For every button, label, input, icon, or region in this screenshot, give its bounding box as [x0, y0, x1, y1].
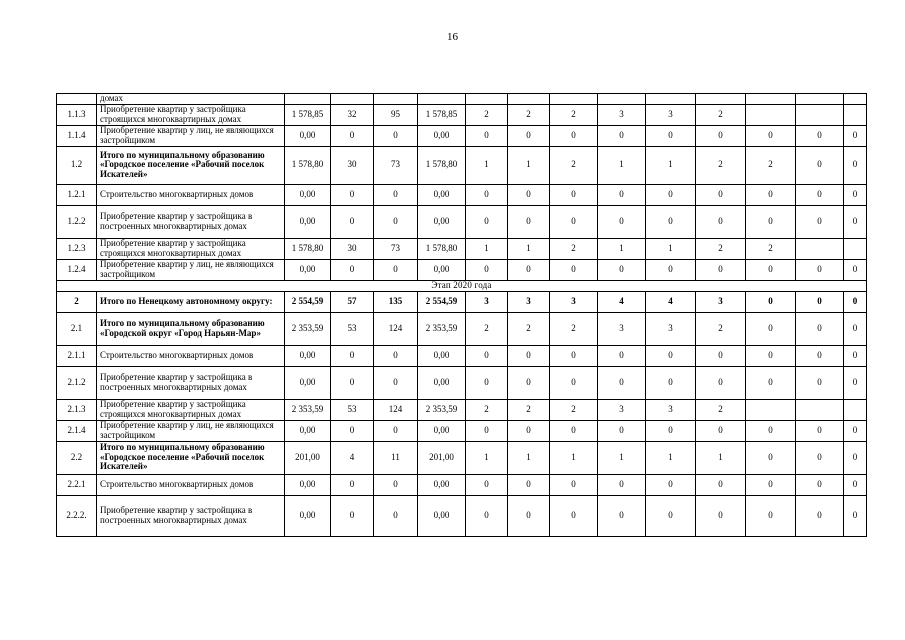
value-cell: 0	[550, 125, 598, 146]
value-cell	[285, 94, 331, 105]
value-cell: 0	[331, 345, 374, 366]
code-cell: 2.2	[57, 441, 97, 474]
value-cell: 1 578,85	[285, 104, 331, 125]
value-cell: 2 554,59	[285, 291, 331, 312]
value-cell: 0,00	[285, 205, 331, 238]
value-cell: 0	[550, 345, 598, 366]
value-cell	[844, 94, 867, 105]
value-cell: 0	[796, 441, 844, 474]
code-cell: 1.2	[57, 146, 97, 184]
value-cell	[746, 104, 796, 125]
value-cell: 0,00	[418, 420, 466, 441]
value-cell: 3	[598, 312, 646, 345]
table-row	[57, 184, 867, 205]
value-cell: 124	[374, 312, 418, 345]
value-cell: 0	[746, 184, 796, 205]
value-cell	[696, 94, 746, 105]
page-number: 16	[447, 31, 458, 43]
value-cell: 2 353,59	[285, 312, 331, 345]
value-cell: 1 578,80	[418, 146, 466, 184]
value-cell: 0	[598, 184, 646, 205]
value-cell: 0	[696, 184, 746, 205]
value-cell: 1	[646, 238, 696, 259]
value-cell: 2 353,59	[285, 399, 331, 420]
value-cell: 1	[508, 441, 550, 474]
value-cell: 0	[746, 366, 796, 399]
value-cell: 0	[844, 259, 867, 280]
value-cell: 2	[550, 238, 598, 259]
value-cell: 0	[508, 259, 550, 280]
name-cell: Строительство многоквартирных домов	[97, 474, 285, 495]
value-cell: 0	[598, 125, 646, 146]
value-cell: 0	[331, 259, 374, 280]
value-cell: 0	[796, 366, 844, 399]
value-cell	[796, 399, 844, 420]
value-cell: 3	[598, 399, 646, 420]
value-cell: 0	[598, 420, 646, 441]
table-row	[57, 238, 867, 259]
value-cell: 1 578,80	[418, 238, 466, 259]
value-cell: 0,00	[285, 184, 331, 205]
value-cell: 0	[374, 420, 418, 441]
code-cell: 2.1.4	[57, 420, 97, 441]
value-cell: 0	[331, 420, 374, 441]
table-row	[57, 94, 867, 105]
value-cell: 0,00	[418, 474, 466, 495]
stage-title: Этап 2020 года	[57, 280, 867, 291]
value-cell: 0,00	[418, 259, 466, 280]
value-cell: 0	[696, 366, 746, 399]
value-cell: 1	[466, 238, 508, 259]
value-cell: 0	[374, 259, 418, 280]
value-cell: 0	[746, 312, 796, 345]
code-cell: 1.2.4	[57, 259, 97, 280]
value-cell	[331, 94, 374, 105]
value-cell: 0	[844, 125, 867, 146]
value-cell: 0	[844, 474, 867, 495]
value-cell: 1 578,85	[418, 104, 466, 125]
value-cell: 0	[508, 184, 550, 205]
value-cell: 2	[696, 238, 746, 259]
value-cell: 2	[746, 146, 796, 184]
value-cell: 2	[550, 312, 598, 345]
value-cell: 0	[844, 312, 867, 345]
value-cell: 0	[508, 125, 550, 146]
stage-row	[57, 280, 867, 291]
value-cell: 0,00	[285, 345, 331, 366]
value-cell: 1	[598, 238, 646, 259]
value-cell: 0	[844, 345, 867, 366]
table-row	[57, 420, 867, 441]
value-cell: 0	[646, 474, 696, 495]
table-row	[57, 474, 867, 495]
value-cell: 0	[746, 205, 796, 238]
value-cell	[508, 94, 550, 105]
value-cell: 1 578,80	[285, 146, 331, 184]
value-cell: 0	[796, 474, 844, 495]
table-row	[57, 259, 867, 280]
value-cell: 95	[374, 104, 418, 125]
value-cell: 0	[746, 441, 796, 474]
value-cell: 0	[598, 259, 646, 280]
name-cell: Итого по муниципальному образованию «Городское поселение «Рабочий поселок Искателей»	[97, 146, 285, 184]
value-cell: 0,00	[418, 366, 466, 399]
table-row	[57, 146, 867, 184]
value-cell: 0	[844, 205, 867, 238]
code-cell: 2.2.1	[57, 474, 97, 495]
value-cell: 0	[796, 495, 844, 536]
value-cell: 0	[796, 345, 844, 366]
value-cell: 0	[746, 495, 796, 536]
value-cell: 0	[331, 184, 374, 205]
table-row	[57, 495, 867, 536]
value-cell	[598, 94, 646, 105]
value-cell: 0	[466, 205, 508, 238]
value-cell: 1	[508, 146, 550, 184]
table-row	[57, 291, 867, 312]
value-cell: 0	[374, 205, 418, 238]
code-cell: 1.1.3	[57, 104, 97, 125]
value-cell: 0	[598, 366, 646, 399]
value-cell: 2	[466, 312, 508, 345]
value-cell: 0	[331, 474, 374, 495]
value-cell: 30	[331, 146, 374, 184]
table-row	[57, 441, 867, 474]
value-cell: 0,00	[285, 259, 331, 280]
value-cell: 0	[746, 420, 796, 441]
value-cell: 0	[844, 495, 867, 536]
table-row	[57, 205, 867, 238]
name-cell: Строительство многоквартирных домов	[97, 184, 285, 205]
code-cell: 1.1.4	[57, 125, 97, 146]
value-cell: 3	[646, 399, 696, 420]
value-cell: 0,00	[285, 420, 331, 441]
value-cell: 0	[331, 125, 374, 146]
value-cell: 0	[331, 495, 374, 536]
value-cell: 135	[374, 291, 418, 312]
value-cell: 0,00	[418, 184, 466, 205]
value-cell: 0	[550, 205, 598, 238]
value-cell: 0	[796, 259, 844, 280]
value-cell: 0	[746, 474, 796, 495]
value-cell: 0	[844, 441, 867, 474]
value-cell: 0	[796, 205, 844, 238]
value-cell: 1	[466, 441, 508, 474]
table-row	[57, 125, 867, 146]
value-cell: 124	[374, 399, 418, 420]
value-cell	[374, 94, 418, 105]
value-cell	[844, 238, 867, 259]
value-cell: 73	[374, 146, 418, 184]
value-cell	[844, 399, 867, 420]
value-cell: 2 353,59	[418, 312, 466, 345]
name-cell: Приобретение квартир у застройщика в построенных многоквартирных домах	[97, 366, 285, 399]
name-cell: Строительство многоквартирных домов	[97, 345, 285, 366]
value-cell: 30	[331, 238, 374, 259]
value-cell: 0	[508, 366, 550, 399]
value-cell: 0	[598, 474, 646, 495]
value-cell: 0	[646, 125, 696, 146]
value-cell: 0,00	[285, 474, 331, 495]
value-cell: 73	[374, 238, 418, 259]
value-cell: 2	[550, 146, 598, 184]
value-cell: 0	[466, 125, 508, 146]
value-cell	[550, 94, 598, 105]
value-cell: 2 353,59	[418, 399, 466, 420]
value-cell: 0	[550, 420, 598, 441]
value-cell: 32	[331, 104, 374, 125]
value-cell: 0	[598, 345, 646, 366]
code-cell: 2.1	[57, 312, 97, 345]
value-cell: 53	[331, 312, 374, 345]
name-cell: Приобретение квартир у застройщика в построенных многоквартирных домах	[97, 205, 285, 238]
value-cell	[796, 104, 844, 125]
value-cell: 2	[466, 104, 508, 125]
value-cell: 0,00	[418, 345, 466, 366]
value-cell: 2 554,59	[418, 291, 466, 312]
value-cell: 0	[696, 125, 746, 146]
value-cell: 0	[746, 125, 796, 146]
value-cell: 2	[466, 399, 508, 420]
value-cell: 1	[598, 441, 646, 474]
value-cell: 1	[466, 146, 508, 184]
value-cell: 0	[796, 312, 844, 345]
value-cell: 0	[374, 495, 418, 536]
value-cell: 53	[331, 399, 374, 420]
value-cell: 201,00	[285, 441, 331, 474]
value-cell: 1	[508, 238, 550, 259]
value-cell: 0	[796, 420, 844, 441]
value-cell: 0	[374, 345, 418, 366]
value-cell: 4	[598, 291, 646, 312]
name-cell: Приобретение квартир у лиц, не являющихся застройщиком	[97, 259, 285, 280]
value-cell: 201,00	[418, 441, 466, 474]
table-row	[57, 312, 867, 345]
code-cell: 2.2.2.	[57, 495, 97, 536]
value-cell: 1	[696, 441, 746, 474]
value-cell: 1 578,80	[285, 238, 331, 259]
value-cell: 2	[550, 104, 598, 125]
value-cell: 0	[696, 205, 746, 238]
table-row	[57, 104, 867, 125]
value-cell: 0,00	[418, 495, 466, 536]
value-cell: 0	[796, 291, 844, 312]
name-cell: Приобретение квартир у застройщика строящихся многоквартирных домах	[97, 238, 285, 259]
code-cell: 2.1.2	[57, 366, 97, 399]
value-cell: 0	[466, 420, 508, 441]
value-cell: 0	[646, 184, 696, 205]
value-cell: 0	[844, 184, 867, 205]
value-cell: 0	[696, 420, 746, 441]
value-cell: 0	[796, 125, 844, 146]
code-cell: 1.2.1	[57, 184, 97, 205]
name-cell: Приобретение квартир у застройщика строящихся многоквартирных домах	[97, 399, 285, 420]
value-cell: 2	[508, 104, 550, 125]
value-cell: 2	[550, 399, 598, 420]
value-cell: 0	[550, 366, 598, 399]
value-cell: 0	[696, 474, 746, 495]
value-cell: 0,00	[418, 205, 466, 238]
value-cell: 0	[508, 345, 550, 366]
value-cell: 0	[466, 495, 508, 536]
code-cell: 1.2.3	[57, 238, 97, 259]
value-cell: 0	[844, 366, 867, 399]
value-cell: 0	[598, 495, 646, 536]
value-cell: 0	[508, 495, 550, 536]
value-cell: 0,00	[285, 125, 331, 146]
name-cell: Приобретение квартир у застройщика в построенных многоквартирных домах	[97, 495, 285, 536]
value-cell: 3	[508, 291, 550, 312]
value-cell: 0	[796, 184, 844, 205]
value-cell: 0	[598, 205, 646, 238]
name-cell: Приобретение квартир у застройщика строящихся многоквартирных домах	[97, 104, 285, 125]
value-cell: 0	[466, 184, 508, 205]
value-cell: 0	[466, 474, 508, 495]
value-cell: 3	[696, 291, 746, 312]
value-cell: 3	[646, 104, 696, 125]
value-cell: 3	[550, 291, 598, 312]
name-cell: Итого по Ненецкому автономному округу:	[97, 291, 285, 312]
value-cell: 0	[746, 291, 796, 312]
value-cell	[796, 94, 844, 105]
value-cell: 0	[466, 345, 508, 366]
value-cell: 0	[746, 259, 796, 280]
value-cell: 2	[508, 312, 550, 345]
value-cell: 0	[466, 366, 508, 399]
value-cell: 57	[331, 291, 374, 312]
value-cell: 3	[598, 104, 646, 125]
value-cell: 0	[374, 366, 418, 399]
value-cell: 2	[508, 399, 550, 420]
value-cell: 1	[646, 441, 696, 474]
value-cell: 0	[646, 366, 696, 399]
value-cell: 0	[374, 474, 418, 495]
table-row	[57, 399, 867, 420]
name-cell: домах	[97, 94, 285, 105]
value-cell	[796, 238, 844, 259]
value-cell: 2	[746, 238, 796, 259]
table-row	[57, 345, 867, 366]
value-cell	[746, 399, 796, 420]
value-cell: 0	[796, 146, 844, 184]
value-cell: 0	[508, 474, 550, 495]
value-cell: 0	[550, 184, 598, 205]
value-cell: 2	[696, 104, 746, 125]
value-cell: 0	[646, 495, 696, 536]
value-cell: 0	[508, 205, 550, 238]
name-cell: Итого по муниципальному образованию «Городское поселение «Рабочий поселок Искателей»	[97, 441, 285, 474]
value-cell	[418, 94, 466, 105]
name-cell: Итого по муниципальному образованию «Городской округ «Город Нарьян-Мар»	[97, 312, 285, 345]
value-cell: 0	[550, 474, 598, 495]
value-cell: 0	[844, 291, 867, 312]
housing-program-table	[56, 93, 867, 537]
value-cell: 0,00	[285, 366, 331, 399]
value-cell: 0	[646, 420, 696, 441]
value-cell: 0	[844, 146, 867, 184]
value-cell: 3	[646, 312, 696, 345]
value-cell: 2	[696, 146, 746, 184]
value-cell: 0	[746, 345, 796, 366]
value-cell: 11	[374, 441, 418, 474]
value-cell: 3	[466, 291, 508, 312]
value-cell	[746, 94, 796, 105]
value-cell: 0	[646, 345, 696, 366]
value-cell: 0	[374, 184, 418, 205]
value-cell	[466, 94, 508, 105]
table-row	[57, 366, 867, 399]
code-cell: 2.1.3	[57, 399, 97, 420]
value-cell: 0	[550, 259, 598, 280]
name-cell: Приобретение квартир у лиц, не являющихся застройщиком	[97, 125, 285, 146]
value-cell: 0	[696, 259, 746, 280]
value-cell: 0	[696, 495, 746, 536]
value-cell: 1	[550, 441, 598, 474]
value-cell: 0	[696, 345, 746, 366]
value-cell: 0	[374, 125, 418, 146]
value-cell: 0	[844, 420, 867, 441]
value-cell: 4	[646, 291, 696, 312]
value-cell: 1	[598, 146, 646, 184]
value-cell: 2	[696, 399, 746, 420]
value-cell: 0	[508, 420, 550, 441]
name-cell: Приобретение квартир у лиц, не являющихся застройщиком	[97, 420, 285, 441]
table-body	[57, 94, 867, 537]
value-cell: 0	[550, 495, 598, 536]
value-cell: 0,00	[285, 495, 331, 536]
value-cell: 0	[331, 205, 374, 238]
value-cell: 2	[696, 312, 746, 345]
value-cell: 1	[646, 146, 696, 184]
value-cell: 0,00	[418, 125, 466, 146]
value-cell: 4	[331, 441, 374, 474]
value-cell	[646, 94, 696, 105]
code-cell: 2.1.1	[57, 345, 97, 366]
code-cell	[57, 94, 97, 105]
value-cell	[844, 104, 867, 125]
value-cell: 0	[646, 205, 696, 238]
value-cell: 0	[331, 366, 374, 399]
value-cell: 0	[646, 259, 696, 280]
code-cell: 1.2.2	[57, 205, 97, 238]
value-cell: 0	[466, 259, 508, 280]
code-cell: 2	[57, 291, 97, 312]
